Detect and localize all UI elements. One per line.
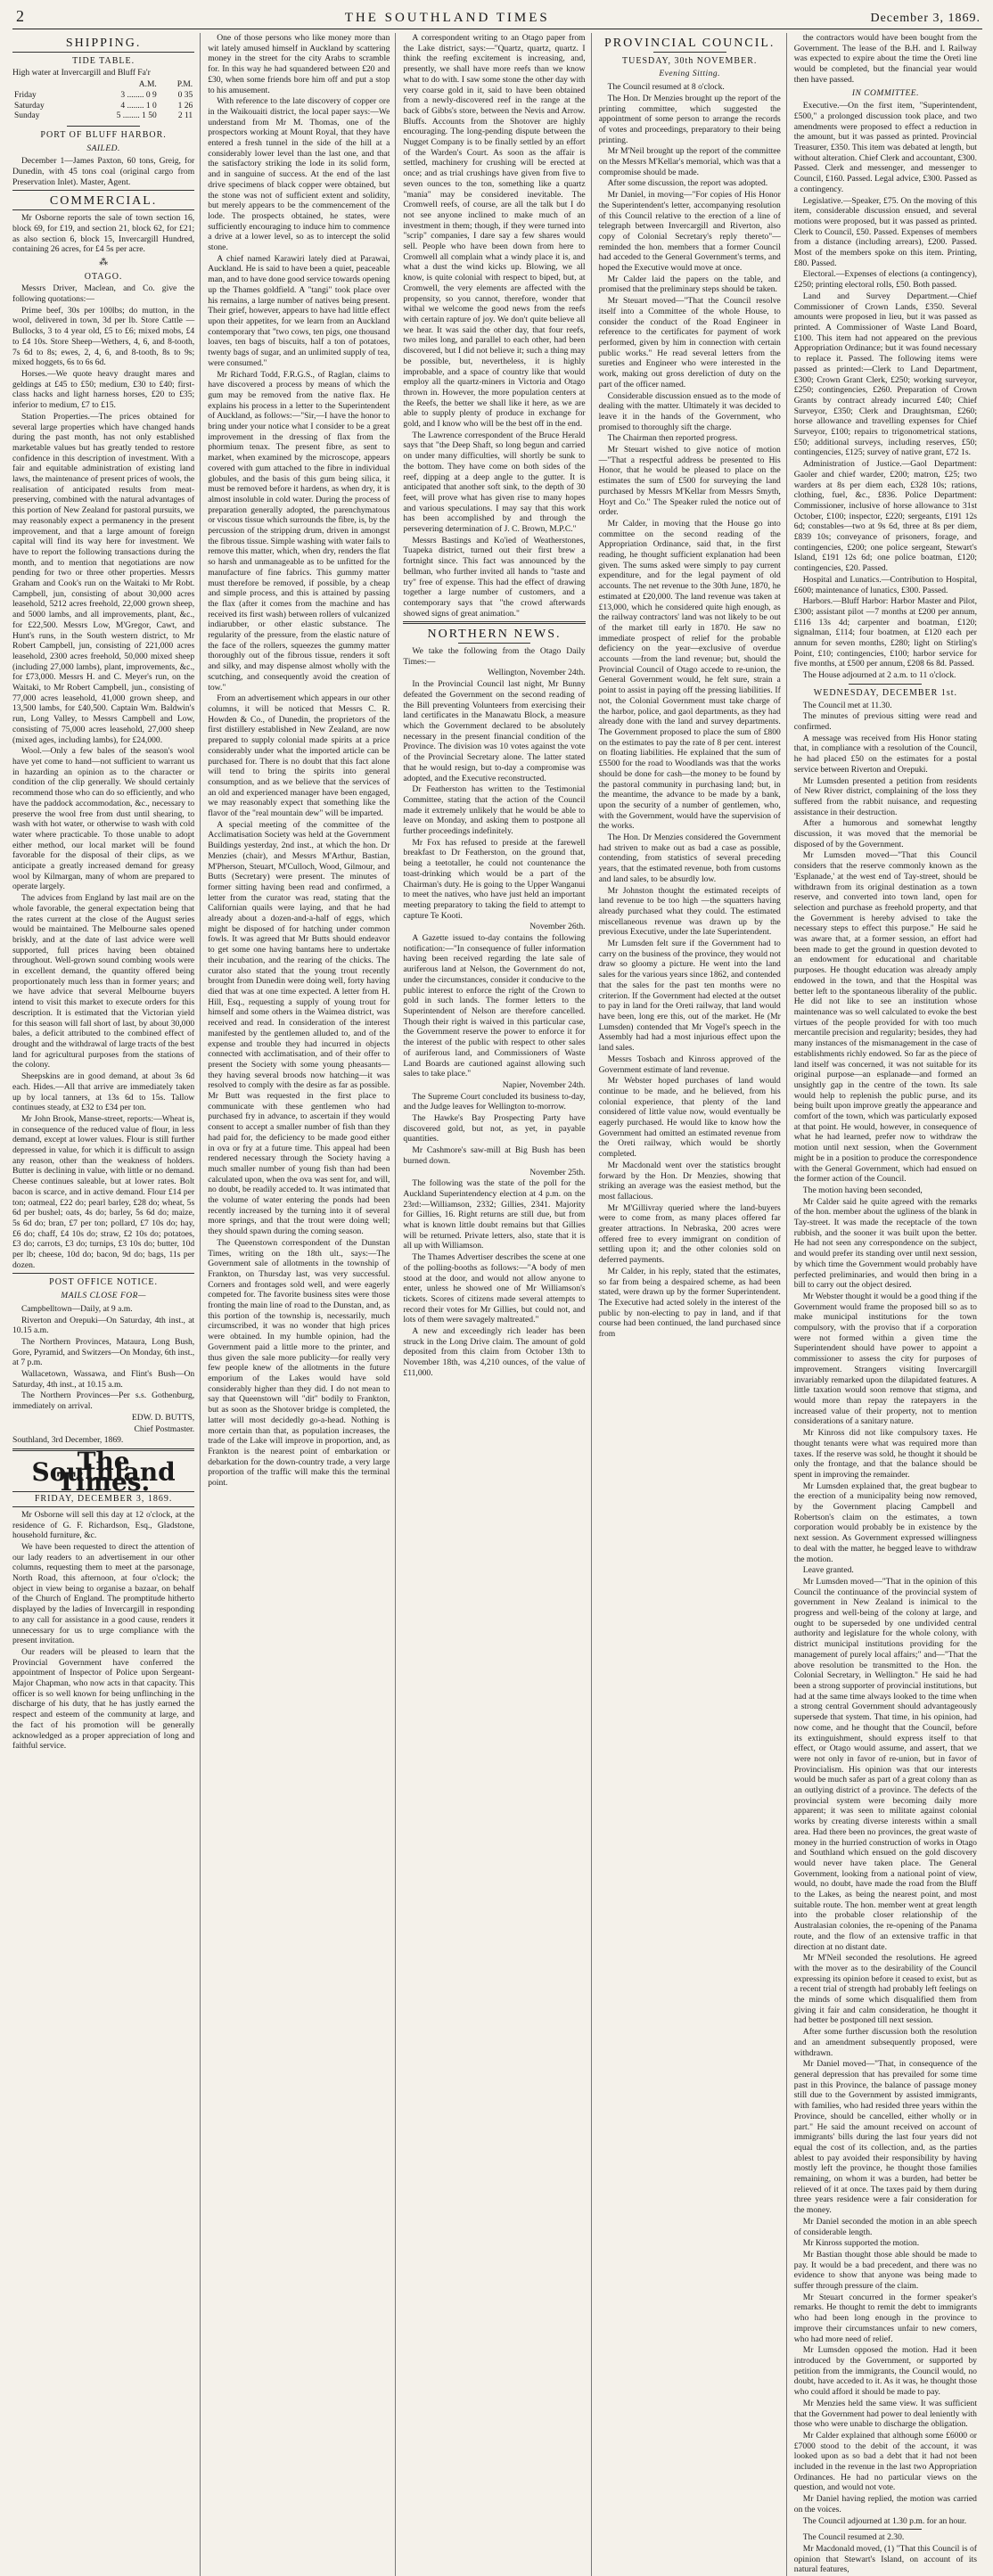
council-paragraph: Mr Steuart concurred in the former speaker's remarks. He thought to remit the debt to immigrants who had been long enough in the province to improve their circumstances unfair to new comers, who had more need of relief.	[793, 2292, 977, 2344]
news-paragraph: Dr Featherston has written to the Testimonial Committee, stating that the action of the Council made it extremely unlikely that he would be able to leave on Monday, and asking them to postpone all further proceedings indefinitely.	[403, 784, 586, 837]
council-paragraph: Administration of Justice.—Gaol Department: Gaoler and chief warder, £200; matron, £25; two warders at 8s per diem each, £328 10s; rations, clothing, fuel, &c., £836. Police Department: Commissioner, inclusive of horse allowance to 31st October, £100; inspector, £220; sergeants, £191 12s 6d; constables—two at 9s 6d, three at 8s per diem, £839 10s; conveyance of prisoners, forage, and contingencies, £200; one police sergeant, Stewart's Island, £191 12s 6d; one police boatman, £120; contingencies, £20. Passed.	[793, 459, 977, 574]
tide-cell: 3 ........ 0 9	[120, 90, 157, 100]
council-paragraph: Mr Daniel moved—"That, in consequence of the general depression that has prevailed for some time past in this Province, the balance of passage money still due to the Government by assisted immigrants, with families, who had resided three years within the Province, should be cancelled, either wholly or in part." He said the amount received on account of immigrants' bills during the last four years did not equal the cost of its collection, and, as the parties ablest to pay avoided their responsibility by having mostly left the province, he thought those families remaining, on whom it was a burden, had better be relieved of it at once. The taxes paid by them during three years residence were a fair consideration for the money.	[793, 2059, 977, 2216]
market-report-paragraph: Horses.—We quote heavy draught mares and geldings at £45 to £50; medium, £30 to £40; first-class hacks and light harness horses, £20 to £35; inferior to medium, £7 to £15.	[12, 368, 195, 411]
market-report-paragraph: Messrs Driver, Maclean, and Co. give the following quotations:—	[12, 283, 195, 305]
council-proceedings	[599, 82, 781, 1340]
council-paragraph: The Council met at 11.30.	[802, 700, 892, 710]
news-paragraph: The Queenstown correspondent of the Dunstan Times, writing on the 18th ult., says:—The Government sale of allotments in the township of Frankton, on Thursday last, was very successful. Corners and frontages sold well, and were eagerly competed for. The favorite business sites were those fronting the main line of road to the Dunstan, and, as this portion of the township is, necessarily, much circumscribed, it was no wonder that high prices were obtained. In my humble opinion, had the Government paid a little more to the printer, and thus given the sale more publicity—for really very few people knew of the allotments in the future emporium of the Lakes would have sold considerably higher than they did. I do not mean to say that Queenstown will "dit" bodily to Frankton, but as soon as the Shotover bridge is completed, the latter will most decidedly go-a-head. Nothing is more certain than that, as population increases, the trade of the Lake will improve in proportion, and, as Frankton is the nearest point of embarkation or debarkation for the down-country trade, a very large proportion of the traffic will make this the terminal point.	[208, 1237, 390, 1489]
divider-ornament: ⁂	[99, 257, 109, 267]
post-office-date: Southland, 3rd December, 1869.	[12, 1435, 124, 1446]
columns	[12, 33, 982, 2575]
council-paragraph: The Chairman then reported progress.	[607, 433, 738, 444]
market-report-paragraph: Wool.—Only a few bales of the season's wool have yet come to hand—not sufficient to warrant us in hazarding an opinion as to the character or condition of the clip generally. We should certainly recommend those who can do so efficiently, and who have the paddock accommodation, &c., necessary to preserve the wool free from dust until shearing, to wash with hot water, or otherwise to wash with cold water where practicable. To those unable to adopt either method, our local market will be found favorable for the disposal of their clips, as we anticipate a greatly increased demand for greasy wool by Kilmargan, many of whom are prepared to operate largely.	[12, 746, 195, 892]
market-report-paragraph: The advices from England by last mail are on the whole favorable, the general expectation being that the rates current at the close of the August series would be maintained. The Melbourne sales opened briskly, and at the date of last advice were well supported, full prices having been obtained throughout. Well-grown sound combing wools were in excellent demand, the quantity offered being proportionately much less than in former years; and we have advice that several Melbourne buyers intend to visit this market to execute orders for this description. It is estimated that the Victorian yield for this season will fall short of last, by about 30,000 bales, a deficit attributed to the combined effect of drought and the withdrawal of large tracts of the best land for agricultural purposes from the stations of the colony.	[12, 893, 195, 1071]
council-paragraph: Mr Calder explained that although some £6000 or £7000 stood to the debit of the account, it was looked upon as so bad a debt that it had not been included in the revenue in the last two Appropriation Ordinances. He had no particular views on the question, and would not vote.	[793, 2430, 977, 2493]
council-paragraph: Mr Macdonald went over the statistics brought forward by the Hon. Dr Menzies, showing that striking an average was the easiest method, but the most fallacious.	[598, 1160, 781, 1202]
council-paragraph: Mr Daniel having replied, the motion was carried on the voices.	[793, 2494, 977, 2514]
tide-intro: High water at Invercargill and Bluff Fa'r	[12, 68, 151, 78]
council-paragraph: Mr Johnston thought the estimated receipts of land revenue to be too high —the squatters having already purchased what they could. The estimated miscellaneous revenue was drawn up by the previous Executive, under the late Superintendent.	[598, 885, 781, 938]
section-subheading: IN COMMITTEE.	[851, 88, 919, 98]
council-paragraph: The minutes of previous sitting were read and confirmed.	[793, 711, 977, 732]
tide-table	[12, 80, 194, 122]
postmaster-name: EDW. D. BUTTS,	[131, 1412, 195, 1423]
council-paragraph: Mr Kinross did not like compulsory taxes. He thought tenants were what was required more than taxes. If the reserve was sold, he thought it should be only the frontage, and that the balance should be spent in improving the remainder.	[793, 1428, 977, 1480]
council-paragraph: Mr Steuart wished to give notice of motion—"That a respectful address be presented to His Honor, that he would be pleased to place on the estimates the sum of £500 for surveying the land purchased by Messrs M'Kellar from Messrs Smyth, Hoyt and Co." The Speaker ruled the notice out of order.	[598, 445, 781, 518]
column-4	[599, 33, 787, 2576]
news-items-continued	[403, 33, 585, 619]
market-report-paragraph: Mr John Brook, Manse-street, reports:—Wheat is, in consequence of the reduced value of flour, in less demand, except at lower values. Flour is still further depressed in value, for which it is difficult to assign any reason, other than the weakness of holders. Butter is declining in value, with little or no demand. Cheese continues saleable, but at lower rates. Bolt bacon is scarce, and in active demand. Flour £14 per ton; oatmeal, £22 do; pearl barley, £28 do; wheat, 5s 6d per bushel; oats, 4s do; barley, 5s 6d do; maize, 5s 6d do; bran, £7 per ton; pollard, £7 10s do; hay, £6 do; chaff, £4 10s do; straw, £2 10s do; potatoes, £3 do; carrots, £3 do; turnips, £3 10s do; butter, 10d per lb; cheese, 10d do; bacon, 9d do; bags, 11s per dozen.	[12, 1113, 195, 1270]
news-paragraph: A special meeting of the committee of the Acclimatisation Society was held at the Government Buildings yesterday, 2nd inst., at which the hon. Dr Menzies (chair), and Messrs M'Arthur, Bastian, M'Pherson, Steuart, M'Culloch, Wood, Gilmour, and Butts (Secretary) were present. The minutes of former sitting having been read and confirmed, a letter from the curator was read, stating that the Californian quails were laying, and that he had already about a dozen-and-a-half of eggs, which might be disposed of for hatching under common fowls. It was agreed that Mr Butts should endeavor to get some one having bantams here to undertake their incubation, and the rearing of the chicks. The curator also stated that the young trout recently brought from Dunedin were doing well, forty having died that was at one time expected. A letter from H. Hill, Esq., requesting a supply of young trout for himself and some others in the Waimea district, was received and read. In consideration of the interest manifested by the gentlemen alluded to, and of the expense and trouble they had incurred in objects connected with acclimatisation, and of their offer to present the Society with some young pheasants—they having several broods now hatching—it was resolved to comply with the desire as far as possible. Mr Butt was requested in the first place to communicate with these gentlemen who had purchased fry in advance, to ascertain if they would consent to accept a smaller number of fish than they had paid for, the deficiency to be made good either in ova or fry at a future time. This appeal had been rendered necessary through the Society having a much smaller number of young fish than had been calculated upon, when the ova was sent for, and will, no doubt, be readily acceded to. It was intimated that the volume of water entering the ponds had been recently increased by the turning into it of several more springs, and that the trout were doing well; they should spawn during the coming season.	[208, 819, 390, 1237]
news-paragraph: A chief named Karawiri lately died at Parawai, Auckland. He is said to have been a quiet, peaceable man, and to have done good service towards opening up the Thames goldfield. A "tangi" took place over his remains, a large number of natives being present. Their grief, however, appears to have had little effect upon their appetites, for we learn from an Auckland contemporary that "two cows, ten pigs, one thousand loaves, ten bags of biscuits, half a ton of potatoes, twenty bags of sugar, and an unlimited supply of tea, were consumed."	[208, 253, 390, 368]
tide-heading: TIDE TABLE.	[72, 55, 135, 66]
tide-cell: 0 35	[177, 90, 193, 100]
council-paragraph: The Council resumed at 8 o'clock.	[607, 82, 725, 93]
council-date-tuesday: TUESDAY, 30th NOVEMBER.	[622, 55, 758, 66]
news-dateline: Wellington, November 24th.	[488, 668, 586, 678]
market-report-paragraph: Sheepskins are in good demand, at about 3s 6d each. Hides.—All that arrive are immediately taken up by local tanners, at 13s 6d to 15s. Tallow continues steady, at £32 to £34 per ton.	[12, 1071, 195, 1113]
tide-row	[12, 111, 194, 122]
news-paragraph: The following was the state of the poll for the Auckland Superintendency election at 4 p.m. on the 23rd:—Williamson, 2332; Gillies, 2341. Majority for Gillies, 16. Right returns are still due, but from what is known little doubt remains but that Gillies will be returned. Private letters, also, state that it is all up with Williamson.	[403, 1178, 586, 1251]
council-paragraph: Mr Daniel, in moving—"For copies of His Honor the Superintendent's letter, accompanying resolution of this Council relative to the erection of a line of telegraph between Invercargill and Riverton, also copy of Colonial Secretary's reply thereto"—reminded the hon. members that a former Council had acceded to the General Government's terms, and hoped the Executive would move at once.	[598, 190, 781, 274]
council-paragraph: Harbors.—Bluff Harbor: Harbor Master and Pilot, £300; assistant pilot —7 months at £200 per annum, £116 13s 4d; carpenter and boatman, £120; signalman, £114; four boatmen, at £120 each per annum for seven months, £280; light on Stirling's Point, £10; contingencies, £100; harbor service for five months, at £500 per annum, £208 6s 8d. Passed.	[793, 596, 977, 669]
newspaper-title: THE SOUTHLAND TIMES	[344, 11, 550, 25]
council-paragraph: Mr Webster thought it would be a good thing if the Government would frame the proposed bill so as to make municipal institutions for the town compulsory, with the proviso that if a corporation were not formed within a given time the Superintendent should have power to appoint a commissioner to assess the city for purposes of improvement. Strangers visiting Invercargill invariably remarked upon the dilapidated features. A little taxation would soon remove that stigma, and would more than repay the ratepayers in the increased value of their property, not to mention considerations of a sanitary nature.	[793, 1291, 977, 1427]
postmaster-title: Chief Postmaster.	[134, 1423, 195, 1434]
masthead	[12, 7, 982, 29]
council-paragraph: Messrs Tosbach and Kinross approved of the Government estimate of land revenue.	[598, 1054, 781, 1075]
tide-cell: 2 11	[177, 111, 193, 121]
northern-news-intro: We take the following from the Otago Daily Times:—	[403, 646, 586, 667]
council-paragraph: Mr Daniel seconded the motion in an able speech of considerable length.	[793, 2216, 977, 2237]
council-paragraph: After a humorous and somewhat lengthy discussion, it was moved that the memorial be disposed of by the Government.	[793, 818, 977, 849]
council-paragraph: Mr Webster hoped purchases of land would continue to be made, and he believed, from his colonial experience, that plenty of the land considered of little value now, would eventually be eagerly purchased. He would like to know how the Government had omitted an estimated revenue from the Oreti railway, which would be shortly completed.	[598, 1076, 781, 1160]
issue-date: December 3, 1869.	[870, 12, 981, 25]
tide-column-header	[12, 80, 76, 91]
council-paragraph: Considerable discussion ensued as to the mode of dealing with the matter. Ultimately it was decided to leave it in the hands of the Government, who promised to thoroughly sift the charge.	[598, 390, 781, 432]
council-paragraph: The House adjourned at 2 a.m. to 11 o'clock.	[802, 670, 956, 681]
council-paragraph: Mr Bastian thought those able should be made to pay. It would be a bad precedent, and there was no evidence to show that anyone was being made to suffer through pressure of the claim.	[793, 2249, 977, 2292]
editorial-date: FRIDAY, DECEMBER 3, 1869.	[12, 1491, 194, 1507]
news-paragraph: The Thames Advertiser describes the scene at one of the polling-booths as follows:—"A body of men stood at the door, and would not allow anyone to enter, unless he showed one of Mr Williamson's tickets. Scores of citizens made several attempts to record their votes for Mr Gillies, but could not, and lots of them were savagely maltreated."	[403, 1252, 586, 1325]
tide-cell: 5 ........ 1 50	[116, 111, 157, 121]
council-paragraph: A message was received from His Honor stating that, in compliance with a resolution of the Council, he had placed £50 on the estimates for a postal service between Riverton and Orepuki.	[793, 733, 977, 775]
news-paragraph: With reference to the late discovery of copper ore in the Waikouaiti district, the local paper says:—We understand from Mr M. Thomas, one of the prospectors working at Mount Royal, that they have entered a fresh tunnel in the side of the hill at a considerably lower level than the last one, and that the satisfactory striking the lode in its solid form, and in sanguine of success. At the end of the last drive specimens of black copper were obtained, but the stone was not of sufficient extent and solidity, but merely appears to be the commencement of the lode. The prospects obtained, he states, were sufficiently encouraging to induce him to commence a drive at a lower level, so as to intercept the solid stone.	[208, 96, 390, 253]
tide-cell: 4 ........ 1 0	[120, 101, 157, 111]
mail-line: The Northern Provinces—Per s.s. Gothenburg, immediately on arrival.	[12, 1391, 195, 1412]
mail-line: Wallacetown, Wassawa, and Flint's Bush—On Saturday, 4th inst., at 10.15 a.m.	[12, 1369, 195, 1390]
council-paragraph: Hospital and Lunatics.—Contribution to Hospital, £600; maintenance of lunatics, £300. Passed.	[793, 574, 977, 595]
editorial-paragraph: Our readers will be pleased to learn that the Provincial Government have conferred the appointment of Inspector of Police upon Sergeant-Major Chapman, who now acts in that capacity. This officer is so well known for being unflinching in the discharge of his duty, that he has justly earned the respect and esteem of the community at large, and the fact of his promotion will be generally acknowledged as a proper appreciation of long and faithful service.	[12, 1646, 195, 1752]
council-paragraph: Land and Survey Department.—Chief Commissioner of Crown Lands, £350. Several amounts were proposed in lieu, but it was passed as printed. A Commissioner of Waste Land Board, £100. This item had not appeared on the previous Appropriation Ordinance; but it was found necessary to replace it. Passed. The following items were passed as printed:—Clerk to Land Department, £300; Crown Grant Clerk, £250; working surveyor, £250; contingencies, £260. Preparation of Crown Grants by contract already incurred £40; Chief Surveyor, £350; Clerk and Draughtsman, £260; horse allowance and travelling expenses for Chief Surveyor, £100; repairs to trigonometrical stations, £50; additional surveys, including reserves, £50; contingencies, £125; survey of native grant, £72 1s.	[793, 291, 977, 458]
news-paragraph: One of those persons who like money more than wit lately amused himself in Auckland by scattering money in the street for the city Arabs to scramble for. In this way he had squandered between £20 and £30, when some friends bore him off and put a stop to his amusement.	[208, 33, 390, 95]
mail-line: Riverton and Orepuki—On Saturday, 4th inst., at 10.15 a.m.	[12, 1315, 195, 1336]
column-5	[794, 33, 982, 2576]
news-paragraph: Mr Fox has refused to preside at the farewell breakfast to Dr Featherston, on the ground that, being a teetotaller, he could not countenance the toast-drinking which would be a part of the Chairman's duty. He is going to the Upper Wanganui to meet the natives, who have just held an important meeting preparatory to taking the field to attempt to capture Te Kooti.	[403, 837, 586, 921]
council-paragraph: Mr M'Neil brought up the report of the committee on the Messrs M'Kellar's memorial, which was that a compromise should be made.	[598, 146, 781, 177]
news-dateline: Napier, November 24th.	[502, 1079, 586, 1090]
column-1	[12, 33, 201, 2576]
column-3	[403, 33, 591, 2576]
council-sitting: Evening Sitting.	[659, 70, 721, 79]
news-paragraph: Mr Cashmore's saw-mill at Big Bush has been burned down.	[403, 1145, 586, 1166]
post-office-sub: MAILS CLOSE FOR—	[61, 1292, 146, 1301]
sailed-label: SAILED.	[86, 144, 120, 153]
council-paragraph: Mr Steuart moved—"That the Council resolve itself into a Committee of the whole House, to consider the conduct of the Road Engineer in reference to the certificates for payment of work performed, given by him in connection with certain public works." He read several letters from the sureties and Engineer who were interested in the work, making out gross dereliction of duty on the part of the officer named.	[598, 296, 781, 390]
mail-line: The Northern Provinces, Mataura, Long Bush, Gore, Pyramid, and Switzers—On Monday, 6th inst., at 7 p.m.	[12, 1336, 195, 1368]
port-heading: PORT OF BLUFF HARBOR.	[40, 129, 167, 140]
council-paragraph: After some discussion, the report was adopted.	[607, 178, 768, 189]
news-paragraph: A new and exceedingly rich leader has been struck in the Long Drive claim. The amount of gold deposited from this claim from October 13th to November 18th, was 4,210 ounces, of the value of £11,000.	[403, 1326, 586, 1378]
otago-heading: OTAGO.	[84, 271, 123, 282]
commercial-intro: Mr Osborne reports the sale of town section 16, block 69, for £19, and section 21, block 62, for £21; as also section 6, block 15, Invercargill Hundred, containing 26 acres, for £4 5s per acre.	[12, 213, 195, 255]
otago-report	[12, 283, 194, 1270]
shipping-heading: SHIPPING.	[65, 37, 142, 50]
column-2	[208, 33, 396, 2576]
news-paragraph: Messrs Bastings and Ko'ied of Weatherstones, Tuapeka district, turned out their first brew a fortnight since. This fact was announced by the bellman, who further invited all hands to "taste and try" free of expense. This had the effect of drawing together a large number of customers, and a contemporary says that "the crowd afterwards showed signs of great animation."	[403, 535, 586, 619]
news-paragraph: Mr Richard Todd, F.R.G.S., of Raglan, claims to have discovered a process by means of which the gum may be removed from the native flax. He explains his process in a letter to the Superintendent of Auckland, as follows:—"Sir,—I have the honor to bring under your notice what I consider to be a great improvement in the dressing of flax from the phormium tenax. The present fibre, as sent to market, when examined by the microscope, appears covered with gum attached to the fibre in individual globules, and the basis of this gum being silica, it must be removed before it hardens, as when dry, it is almost insoluble in cold water. During the process of preparation generally adopted, the parenchymatous or viscous tissue which surrounds the fibre, is, by the percussion of the stripping drum, driven in amongst the fibrous tissue. Simple washing with water fails to remove this matter, which, when dry, renders the flat so harsh and unmanageable as to be unfitted for the manufacture of fine fabrics. This gummy matter must therefore be removed, if possible, by a cheap and simple process, and this is attained by passing the flax (after it comes from the machine and has received its first wash) between rollers of vulcanized indiarubber, or other elastic substance. The regularity of the pressure, from the elastic nature of the face of the rollers, squeezes the gummy matter thoroughly out of the fibrous tissue, renders it soft and silky, and may dispense almost wholly with the scutching, and consequently avoid the creation of tow."	[208, 369, 390, 693]
council-paragraph: Mr Lumsden moved—"That in the opinion of this Council the continuance of the provincial system of government in New Zealand is inimical to the progress and well-being of the colony at large, and ought to be superseded by one undivided central authority and legislature for the whole colony, with district municipal institutions providing for the management of purely local affairs;" and—"That the above resolution be transmitted to the Hon. the Colonial Secretary, in Wellington." He said he had been a strong supporter of provincial institutions, but had at the same time always looked to the time when a strong central Government should advantageously supersede that system. That time, in his opinion, had now come, and he thought that the Council, before its extinguishment, should express itself to that effect, or Otago would assume, and assert, that we were not only in favor of re-union, but in favor of Provincialism. His opinion was that our interests would be much safer as part of a great colony than as an outlying district of a province. The defects of the provincial system were becoming daily more apparent; it was seen to militate against colonial works by creating diverse interests within a small area. Had there been no provinces, the great waste of money in the hurried construction of works in Otago and Southland which ensued on the gold discovery would never have taken place. The General Government, looking from a national point of view, would, no doubt, have made the road from the Bluff to the Lakes, as being the nearest point, and most suitable route. The hon. member went at great length into the probable closer relationship of the Australasian colonies, the re-opening of the Panama route, and the flow of an extensive traffic in that direction at no distant date.	[793, 1576, 977, 1952]
council-paragraph: Mr Calder said he quite agreed with the remarks of the hon. member about the ugliness of the blank in Tay-street. It was made the receptacle of the town rubbish, and the sooner it was built upon the better. He had not seen any correspondence on the subject, and would prefer its standing over until next session, by which time the Government would probably have perfected preliminaries, and would then bring in a bill to carry out the object desired.	[793, 1196, 977, 1291]
council-paragraph: Mr Lumsden felt sure if the Government had to carry on the business of the province, they would not draw so gloomy a picture. He went into the land sales for the various years since 1862, and contended that the sales for the past ten months were no criterion. If the Government had elected at the outset to pay in land for the Oreti railway, that land would have been, long ere this, out of the market. He (Mr Lumsden) contended that Mr Vogel's speech in the Assembly had had a most injurious effect upon the land sales.	[598, 939, 781, 1054]
council-wednesday	[794, 701, 977, 1291]
council-paragraph: Electoral.—Expenses of elections (a contingency), £250; printing electoral rolls, £50. Both passed.	[793, 269, 977, 291]
tide-column-header: A.M.	[138, 80, 157, 90]
market-report-paragraph: Prime beef, 30s per 100lbs; do mutton, in the wool, delivered in town, 3d per lb. Store Cattle —Bullocks, 3 to 4 year old, £5 to £6; mixed mobs, £4 to £4 10s. Store Sheep—Wethers, 4, 6, and 8-tooth, 7s 6d to 8s; ewes, 2, 4, 6, and 8-tooth, 8s to 9s; mixed hoggets, 6s to 6s 6d.	[12, 305, 195, 368]
news-paragraph: The Hawke's Bay Prospecting Party have discovered gold, but not, as yet, in payable quantities.	[403, 1113, 586, 1144]
tide-cell: Friday	[14, 90, 37, 100]
council-paragraph: Mr Calder, in moving that the House go into committee on the second reading of the Appropriation Ordinance, said that, in the first reading, he thought sufficient explanation had been given. The sums asked were simply to pay current expenditure, and for the legal payment of old accounts. The net revenue to the 30th June, 1870, he estimated at £20,000. The land revenue was taken at £13,000, which he considered quite high enough, as the railway contractors' land was not likely to be out of the market till early in 1870. He saw no immediate prospect of relief for the probable deficiency on the year—exclusive of overdue accounts —from the land revenue; but, should the Provincial Council of Otago accede to re-union, the General Government would, he felt sure, strain a point to assist in paying off the pressing liabilities. If not, the Colonial Government must take charge of the harbor, police, and gaol departments, as they had already done with the land and survey departments. The Government proposed to place the sum of £800 on the estimates to pay the rate of 8 per cent. interest on floating liabilities. He explained that the sum of £5500 for the road to Woodlands was that the works should be done for cash—the money to be found by the pastoral community in purchasing land; but, in the meantime, the advance to be made by a bank, upon the security of a number of gentlemen, who, with the Government, would have the supervision of the works.	[598, 518, 781, 832]
market-report-paragraph: Station Properties.—The prices obtained for several large properties which have changed hands during the past month, has not only established marketable values but has greatly tended to restore confidence in this description of investment. With a fair and equitable administration of existing land laws, the maintenance of present prices of wools, the realisation of anticipated results from meat-preserving, combined with the natural advantages of this portion of New Zealand for pastoral pursuits, we may reasonably expect a permanency in the present improvement, and that a large amount of foreign capital will find its way here for investment. We have to report the following transactions during the month, and to mention that negotiations are now pending for two or three other properties. Messrs Graham and Cook's run on the Waitaki to Mr Robt. Campbell, jun, consisting of about 30,000 acres leasehold, 5212 acres freehold, 22,000 grown sheep, and 5000 lambs, and all improvements, plant, &c., for £22,500. Messrs Low, M'Gregor, Cawt, and Hunt's runs, in the South western district, to Mr Robert Campbell, jun, consisting of 221,000 acres leasehold, 2300 acres freehold, 50,000 mixed sheep (including 27,000 lambs), plant, improvements, &c., for £73,000. Messrs H. and C. Meyer's run, on the Waitaki, to Mr Robert Campbell, jun., consisting of 77,000 acres leasehold, 41,000 grown sheep, and 13,500 lambs, for £40,500. Captain Wm. Baldwin's run, Long Valley, to Messrs Campbell and Low, consisting of 75,000 acres leasehold, 27,000 sheep (mixed ages, including lambs), for £24,000.	[12, 411, 195, 745]
news-dateline: November 26th.	[529, 922, 586, 932]
news-paragraph: A correspondent writing to an Otago paper from the Lake district, says:—"Quartz, quartz, quartz. I think the reefing excitement is increasing, and, presently, we shall have more reefs than we know what to do with. I saw some stone the other day with very coarse gold in it, said to have been obtained from a newly-discovered reef in the range at the back of Gibbs's store, between the Nevis and Arrow. Bluffs. Accounts from the Shotover are highly encouraging. The long-pending dispute between the Nugget Company is to be finally settled by an effort of the Warden's Court. As soon as the affair is settled, machinery for crushing will be erected at once; and as trial crushings have given from five to seven ounces to the ton, something like a quartz "mania" may be considered inevitable. The Cromwell reefs, of course, are all the talk but I do not see anyone inclined to make much of an investment in them; though, if they were turned into "scrip" companies, I dare say a few shares would sell. People who have been down from here to Cromwell all complain what a windy place it is, and what a dust the wind kicks up. Blowing, we all know, is quite colonial with respect to biped, but, at Cromwell, the very elements are affected with the propensity, so you cannot, therefore, wonder that withal we welcome the good news from the reefs with certain rapture of joy. We don't quite believe all we hear. It was said the other day, that four reefs, two miles long, and parallel to each other, had been discovered, but I did not believe it; such a thing may be possible, but, nevertheless, it is highly improbable, and a space of country like that would employ all the quartz-miners in Victoria and Otago thrown in. However, the more population centers at the Reefs, the better we shall like it here, as we are able to supply plenty of produce in exchange for gold, and I know who will be the best off in the end.	[403, 33, 586, 430]
tide-cell: Saturday	[14, 101, 45, 111]
council-paragraph: the contractors would have been bought from the Government. The lease of the B.H. and I. Railway was expected to expire about the time the Oreti line would be completed, but the financial year would then have passed.	[793, 33, 977, 85]
page-number: 2	[16, 7, 24, 25]
mail-schedule	[12, 1304, 194, 1412]
council-paragraph: Mr Menzies held the same view. It was sufficient that the Government had power to deal leniently with those who were unable to discharge the obligation.	[793, 2398, 977, 2430]
news-paragraph: The Lawrence correspondent of the Bruce Herald says that "the Deep Shaft, so long begun and carried on under many difficulties, will shortly be sunk to the bottom. They have come on both sides of the reef, dipping at a deep angle to the gutter. It is anticipated that another soft sink, to the depth of 30 feet, will prove what has given rise to many hopes and various speculations. I may say that this work has been accomplished by and through the persevering determination of J. C. Brown, M.P.C."	[403, 430, 586, 535]
news-paragraph: In the Provincial Council last night, Mr Bunny defeated the Government on the second reading of the Bill preventing Volunteers from exercising their land certificates in the Manawatu Block, a measure which the Government declared to be absolutely necessary in the present financial condition of the Province. The division was 10 votes against the vote of the Provincial Secretary alone. The latter stated that he would resign, but to-day a compromise was adopted, and the Executive reconstructed.	[403, 679, 586, 783]
editorial-items	[12, 1510, 194, 1752]
council-committee	[794, 33, 977, 681]
council-paragraph: The Council adjourned at 1.30 p.m. for an hour.	[802, 2515, 967, 2526]
editorial-paragraph: We have been requested to direct the attention of our lady readers to an advertisement in our other columns, requesting them to meet at the parsonage, North Road, this afternoon, at four o'clock; the object in view being to organise a bazaar, on behalf of the Church of England. The promptitude hitherto displayed by the ladies of Invercargill in responding to any call for assistance in a good cause, renders it unnecessary for us to urge compliance with the present invitation.	[12, 1541, 195, 1646]
council-wednesday-continued	[794, 1292, 977, 2575]
news-items	[208, 33, 390, 1489]
council-paragraph: Mr Calder laid the papers on the table, and promised that the preliminary steps should be taken.	[598, 274, 781, 295]
northern-news-heading: NORTHERN NEWS.	[427, 628, 562, 642]
council-paragraph: Executive.—On the first item, "Superintendent, £500," a prolonged discussion took place, and two amendments were proposed to effect a reduction in the amount, but it was passed as printed. Provincial Treasurer, £350. This item was debated at length, but without alteration. Chief Clerk and accountant, £300. Passed. Clerk and messenger, and messenger to Council, £160. Passed. Legal advice, £300. Passed as a contingency.	[793, 101, 977, 194]
news-paragraph: A Gazette issued to-day contains the following notification:—"In consequence of fuller information having been received regarding the late sale of auriferous land at Nelson, the Government do not, under the circumstances, consider it conducive to the public interest to enforce the right of the Crown to gold in such lands. The former letters to the Superintendent of Nelson are therefore cancelled. Though their right is waived in this particular case, the Government reserve the power to enforce it for the interest of the public with respect to other sales of auriferous land, and Commissioners of Waste Land Boards are cautioned against allowing such sales to take place."	[403, 933, 586, 1079]
council-paragraph: Leave granted.	[802, 1565, 854, 1576]
news-paragraph: From an advertisement which appears in our other columns, it will be noticed that Messrs C. R. Howden & Co., of Dunedin, the proprietors of the first distillery established in New Zealand, are now prepared to supply colonial made spirits at a price considerably under what the imported article can be purchased for. There is no doubt that this fact alone will tend to bring the spirits into general consumption, and as we believe that the services of an old and experienced manager have been engaged, we may reasonably expect that something like the flavor of the "real mountain dew" will be imparted.	[208, 693, 390, 819]
sailed-text: December 1—James Paxton, 60 tons, Greig, for Dunedin, with 45 tons coal (original cargo from Preservation Inlet). Master, Agent.	[12, 156, 195, 187]
tide-cell: 1 26	[177, 101, 193, 111]
section-divider	[849, 2529, 922, 2530]
tide-row	[12, 102, 194, 112]
news-dateline: November 25th.	[529, 1167, 586, 1177]
northern-news-items	[403, 668, 585, 1378]
news-paragraph: The Supreme Court concluded its business to-day, and the Judge leaves for Wellington to-morrow.	[403, 1091, 586, 1112]
council-paragraph: Mr M'Neil seconded the resolutions. He agreed with the mover as to the desirability of the Council expressing its opinion before it ceased to exist, but as a recent trial of strength had probably left feelings on the minds of some which disqualified them from giving it fair and calm consideration, he thought it had better be postponed till next session.	[793, 1953, 977, 2026]
council-paragraph: Mr Lumsden explained that, the great bugbear to the erection of a municipality being now removed, by the Government placing Campbell and Robertson's claim on the estimates, a town corporation would probably be in existence by the next session. As Government expressed willingness to deal with the matter, he begged leave to withdraw the motion.	[793, 1481, 977, 1564]
council-heading: PROVINCIAL COUNCIL.	[603, 37, 776, 50]
council-paragraph: Legislative.—Speaker, £75. On the moving of this item, considerable discussion ensued, and several motions were proposed, but it was passed as printed. Clerk to Council, £50. Passed. Expenses of members from a distance (including arrears), £200. Passed. Most of the members spoke on this item. Printing, £80. Passed.	[793, 195, 977, 268]
council-paragraph: The motion having been seconded,	[802, 1185, 923, 1195]
commercial-heading: COMMERCIAL.	[49, 194, 158, 209]
tide-row	[12, 91, 194, 102]
council-paragraph: The Council resumed at 2.30.	[802, 2532, 905, 2543]
post-office-heading: POST OFFICE NOTICE.	[49, 1277, 159, 1288]
council-paragraph: Mr Macdonald moved, (1) "That this Council is of opinion that Stewart's Island, on account of its natural features,	[793, 2543, 977, 2575]
tide-column-header: P.M.	[176, 80, 193, 90]
editorial-flag: The Southland Times.	[31, 1447, 176, 1497]
council-paragraph: Mr M'Gillivray queried where the land-buyers were to come from, as many places offered far greater attractions. In Nebraska, 200 acres were offered free to every immigrant on condition of settling upon it; and the other colonies sold on deferred payments.	[598, 1202, 781, 1266]
council-paragraph: The Hon. Dr Menzies considered the Government had striven to make out as bad a case as possible, contending, from statistics of several preceding years, that the estimated revenue, both from customs and land sales, to be absurdly low.	[598, 833, 781, 884]
council-paragraph: After some further discussion both the resolution and an amendment subsequently proposed, were withdrawn.	[793, 2027, 977, 2058]
council-paragraph: The Hon. Dr Menzies brought up the report of the printing committee, which suggested the appointment of some person to arrange the records of votes and proceedings, preparatory to their being printing.	[598, 93, 781, 145]
tide-cell: Sunday	[14, 111, 40, 121]
mail-line: Campbelltown—Daily, at 9 a.m.	[21, 1303, 133, 1314]
council-paragraph: Mr Lumsden moved—"That this Council considers that the reserve commonly known as the 'Esplanade,' at the west end of Tay-street, should be withdrawn from its original destination as a town reserve, and converted into town land, open for selection and purchase as freehold property, and that the Government is hereby advised to take the necessary steps to effect this purpose." He said he was aware that, at a former session, an effort had been made to get the ground in question devoted to an endowment for educational and charitable purposes. He thought education was already amply endowed in the town, and that the Hospital was better left to the spontaneous liberality of the public. He did not like to see an institution whose maintenance was so well calculated to evoke the best virtues of the people provided for with too much mercantile precision and regularity; besides, they had many instances of the mismanagement in the case of establishments richly endowed. So far as the piece of land itself was concerned, it was not suitable for its original purpose—an esplanade—and formed an unsightly gap in the centre of the town. Its sale would help to replenish the public purse, and its being built upon improve greatly the appearance and comfort of the town, which was particularly exposed at that point. He would, however, in consequence of what he had learned, prefer now to withdraw the motion until next session, when the Government might be in a position to produce the correspondence with the General Government, which had ensued on the former action of the Council.	[793, 850, 977, 1185]
council-paragraph: Mr Lumsden presented a petition from residents of New River district, complaining of the loss they suffered from the rabbit nuisance, and requesting assistance in their destruction.	[793, 775, 977, 817]
council-paragraph: Mr Kinross supported the motion.	[802, 2238, 920, 2249]
council-paragraph: Mr Lumsden opposed the motion. Had it been introduced by the Government, or supported by petition from the immigrants, the Council would, no doubt, have acceded to it. As it was, he thought those who could afford it should be made to pay.	[793, 2345, 977, 2398]
council-paragraph: Mr Calder, in his reply, stated that the estimates, so far from being a despaired scheme, as had been stated, were drawn up by the former Superintendent. The Executive had acted solely in the interest of the public by non-electing to pay in land, and if that course had been continued, the land purchased since from	[598, 1266, 781, 1340]
editorial-paragraph: Mr Osborne will sell this day at 12 o'clock, at the residence of G. F. Richardson, Esq., Gladstone, household furniture, &c.	[12, 1509, 195, 1541]
council-date-wednesday: WEDNESDAY, DECEMBER 1st.	[813, 687, 958, 698]
